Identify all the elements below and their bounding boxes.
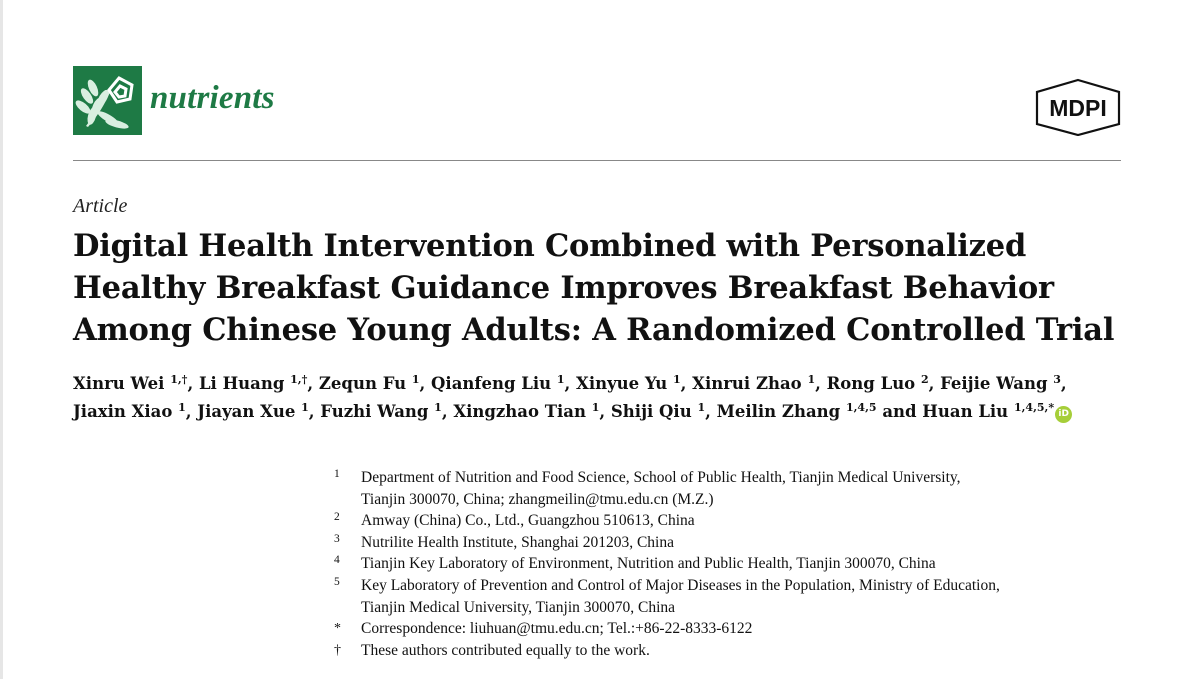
author-name[interactable]: Zequn Fu bbox=[318, 374, 407, 393]
publisher-name: MDPI bbox=[1049, 95, 1107, 121]
orcid-icon[interactable]: iD bbox=[1055, 406, 1072, 423]
author-affiliation-marks: 1 bbox=[591, 401, 600, 414]
affiliation-mark: 5 bbox=[334, 575, 340, 588]
affiliation-list bbox=[334, 467, 1134, 661]
affiliation-mark: 1 bbox=[334, 468, 340, 480]
affiliation-line: Nutrilite Health Institute, Shanghai 201203, China bbox=[361, 533, 674, 551]
paper-title bbox=[73, 225, 1153, 351]
author-name[interactable]: Huan Liu bbox=[922, 402, 1009, 421]
author-name[interactable]: Li Huang bbox=[198, 374, 285, 393]
title-line: Healthy Breakfast Guidance Improves Breakfast Behavior bbox=[73, 270, 1054, 306]
equal-contribution-line: These authors contributed equally to the work. bbox=[361, 641, 650, 659]
affiliation-line: Tianjin Medical University, Tianjin 300070, China bbox=[361, 598, 676, 616]
article-type: Article bbox=[73, 195, 128, 217]
author-name[interactable]: Xinru Wei bbox=[73, 374, 165, 393]
author-line: Xinru Wei $^{1,\dagger}$, Li Huang $^{1,\dagger}$, Zequn Fu $^1$, Qianfeng Liu $^1$, Xinyue Yu $^1$, Xinrui Zhao $^1$, Rong Luo $^2$, Feijie Wang $^3$, bbox=[73, 373, 1067, 393]
author-name[interactable]: Xingzhao Tian bbox=[453, 402, 586, 421]
author-affiliation-marks: 1,† bbox=[170, 373, 188, 386]
journal-name: nutrients bbox=[150, 80, 275, 116]
affiliation-mark: * bbox=[334, 621, 341, 637]
affiliation-item bbox=[334, 553, 1134, 575]
author-name[interactable]: Shiji Qiu bbox=[610, 402, 692, 421]
affiliation-line: Key Laboratory of Prevention and Control of Major Diseases in the Population, Ministry of Education, bbox=[361, 576, 1000, 594]
affiliation-item bbox=[334, 532, 1134, 554]
affiliation-mark: † bbox=[334, 642, 341, 658]
wheat-leaf-icon bbox=[73, 66, 142, 135]
author-affiliation-marks: 1,4,5,* bbox=[1013, 401, 1055, 414]
correspondence-item bbox=[334, 618, 1134, 640]
author-name[interactable]: Meilin Zhang bbox=[716, 402, 841, 421]
equal-contribution-note bbox=[334, 640, 1134, 662]
author-name[interactable]: Jiaxin Xiao bbox=[73, 402, 173, 421]
header-divider bbox=[73, 160, 1121, 161]
affiliation-line: Department of Nutrition and Food Science, School of Public Health, Tianjin Medical University, bbox=[361, 469, 961, 486]
correspondence-line[interactable]: Correspondence: liuhuan@tmu.edu.cn; Tel.:+86-22-8333-6122 bbox=[361, 620, 753, 638]
title-line: Digital Health Intervention Combined with Personalized bbox=[73, 228, 1027, 264]
mdpi-logo bbox=[1034, 78, 1122, 136]
affiliation-mark: 4 bbox=[334, 554, 340, 567]
author-name[interactable]: Xinyue Yu bbox=[576, 374, 668, 393]
author-affiliation-marks: 1,4,5 bbox=[845, 401, 877, 414]
author-affiliation-marks: 1,† bbox=[290, 373, 308, 386]
author-name[interactable]: Fuzhi Wang bbox=[320, 402, 429, 421]
affiliation-item bbox=[334, 467, 1134, 510]
author-affiliation-marks: 3 bbox=[1053, 373, 1061, 386]
author-list bbox=[73, 370, 1133, 426]
author-affiliation-marks: 1 bbox=[556, 373, 565, 386]
title-line: Among Chinese Young Adults: A Randomized Controlled Trial bbox=[73, 312, 1115, 348]
author-affiliation-marks: 1 bbox=[807, 373, 816, 386]
affiliation-line: Tianjin Key Laboratory of Environment, Nutrition and Public Health, Tianjin 300070, China bbox=[361, 555, 936, 573]
author-affiliation-marks: 1 bbox=[434, 401, 442, 414]
author-affiliation-marks: 2 bbox=[920, 373, 929, 386]
author-affiliation-marks: 1 bbox=[673, 373, 681, 386]
author-affiliation-marks: 1 bbox=[697, 401, 706, 414]
nutrients-leaf-logo-icon bbox=[73, 66, 142, 135]
author-name[interactable]: Feijie Wang bbox=[940, 374, 1048, 393]
author-name[interactable]: Rong Luo bbox=[826, 374, 916, 393]
author-name[interactable]: Jiayan Xue bbox=[197, 402, 296, 421]
page-edge bbox=[0, 0, 3, 679]
author-affiliation-marks: 1 bbox=[301, 401, 309, 414]
author-affiliation-marks: 1 bbox=[178, 401, 186, 414]
author-name[interactable]: Xinrui Zhao bbox=[692, 374, 802, 393]
author-line: Jiaxin Xiao $^1$, Jiayan Xue $^1$, Fuzhi Wang $^1$, Xingzhao Tian $^1$, Shiji Qiu $^1$, Meilin Zhang $^{1,4,5}$ and Huan Liu $^{1,4,5,*}$ iD bbox=[73, 398, 1133, 426]
affiliation-mark: 3 bbox=[334, 532, 340, 545]
affiliation-item bbox=[334, 510, 1134, 532]
affiliation-line: Amway (China) Co., Ltd., Guangzhou 510613, China bbox=[361, 512, 695, 530]
affiliation-mark: 2 bbox=[334, 511, 340, 524]
author-affiliation-marks: 1 bbox=[411, 373, 420, 386]
authors-conjunction: and bbox=[882, 402, 917, 421]
affiliation-line: Tianjin 300070, China; zhangmeilin@tmu.edu.cn (M.Z.) bbox=[361, 490, 714, 508]
affiliation-item bbox=[334, 575, 1134, 618]
author-name[interactable]: Qianfeng Liu bbox=[431, 374, 552, 393]
